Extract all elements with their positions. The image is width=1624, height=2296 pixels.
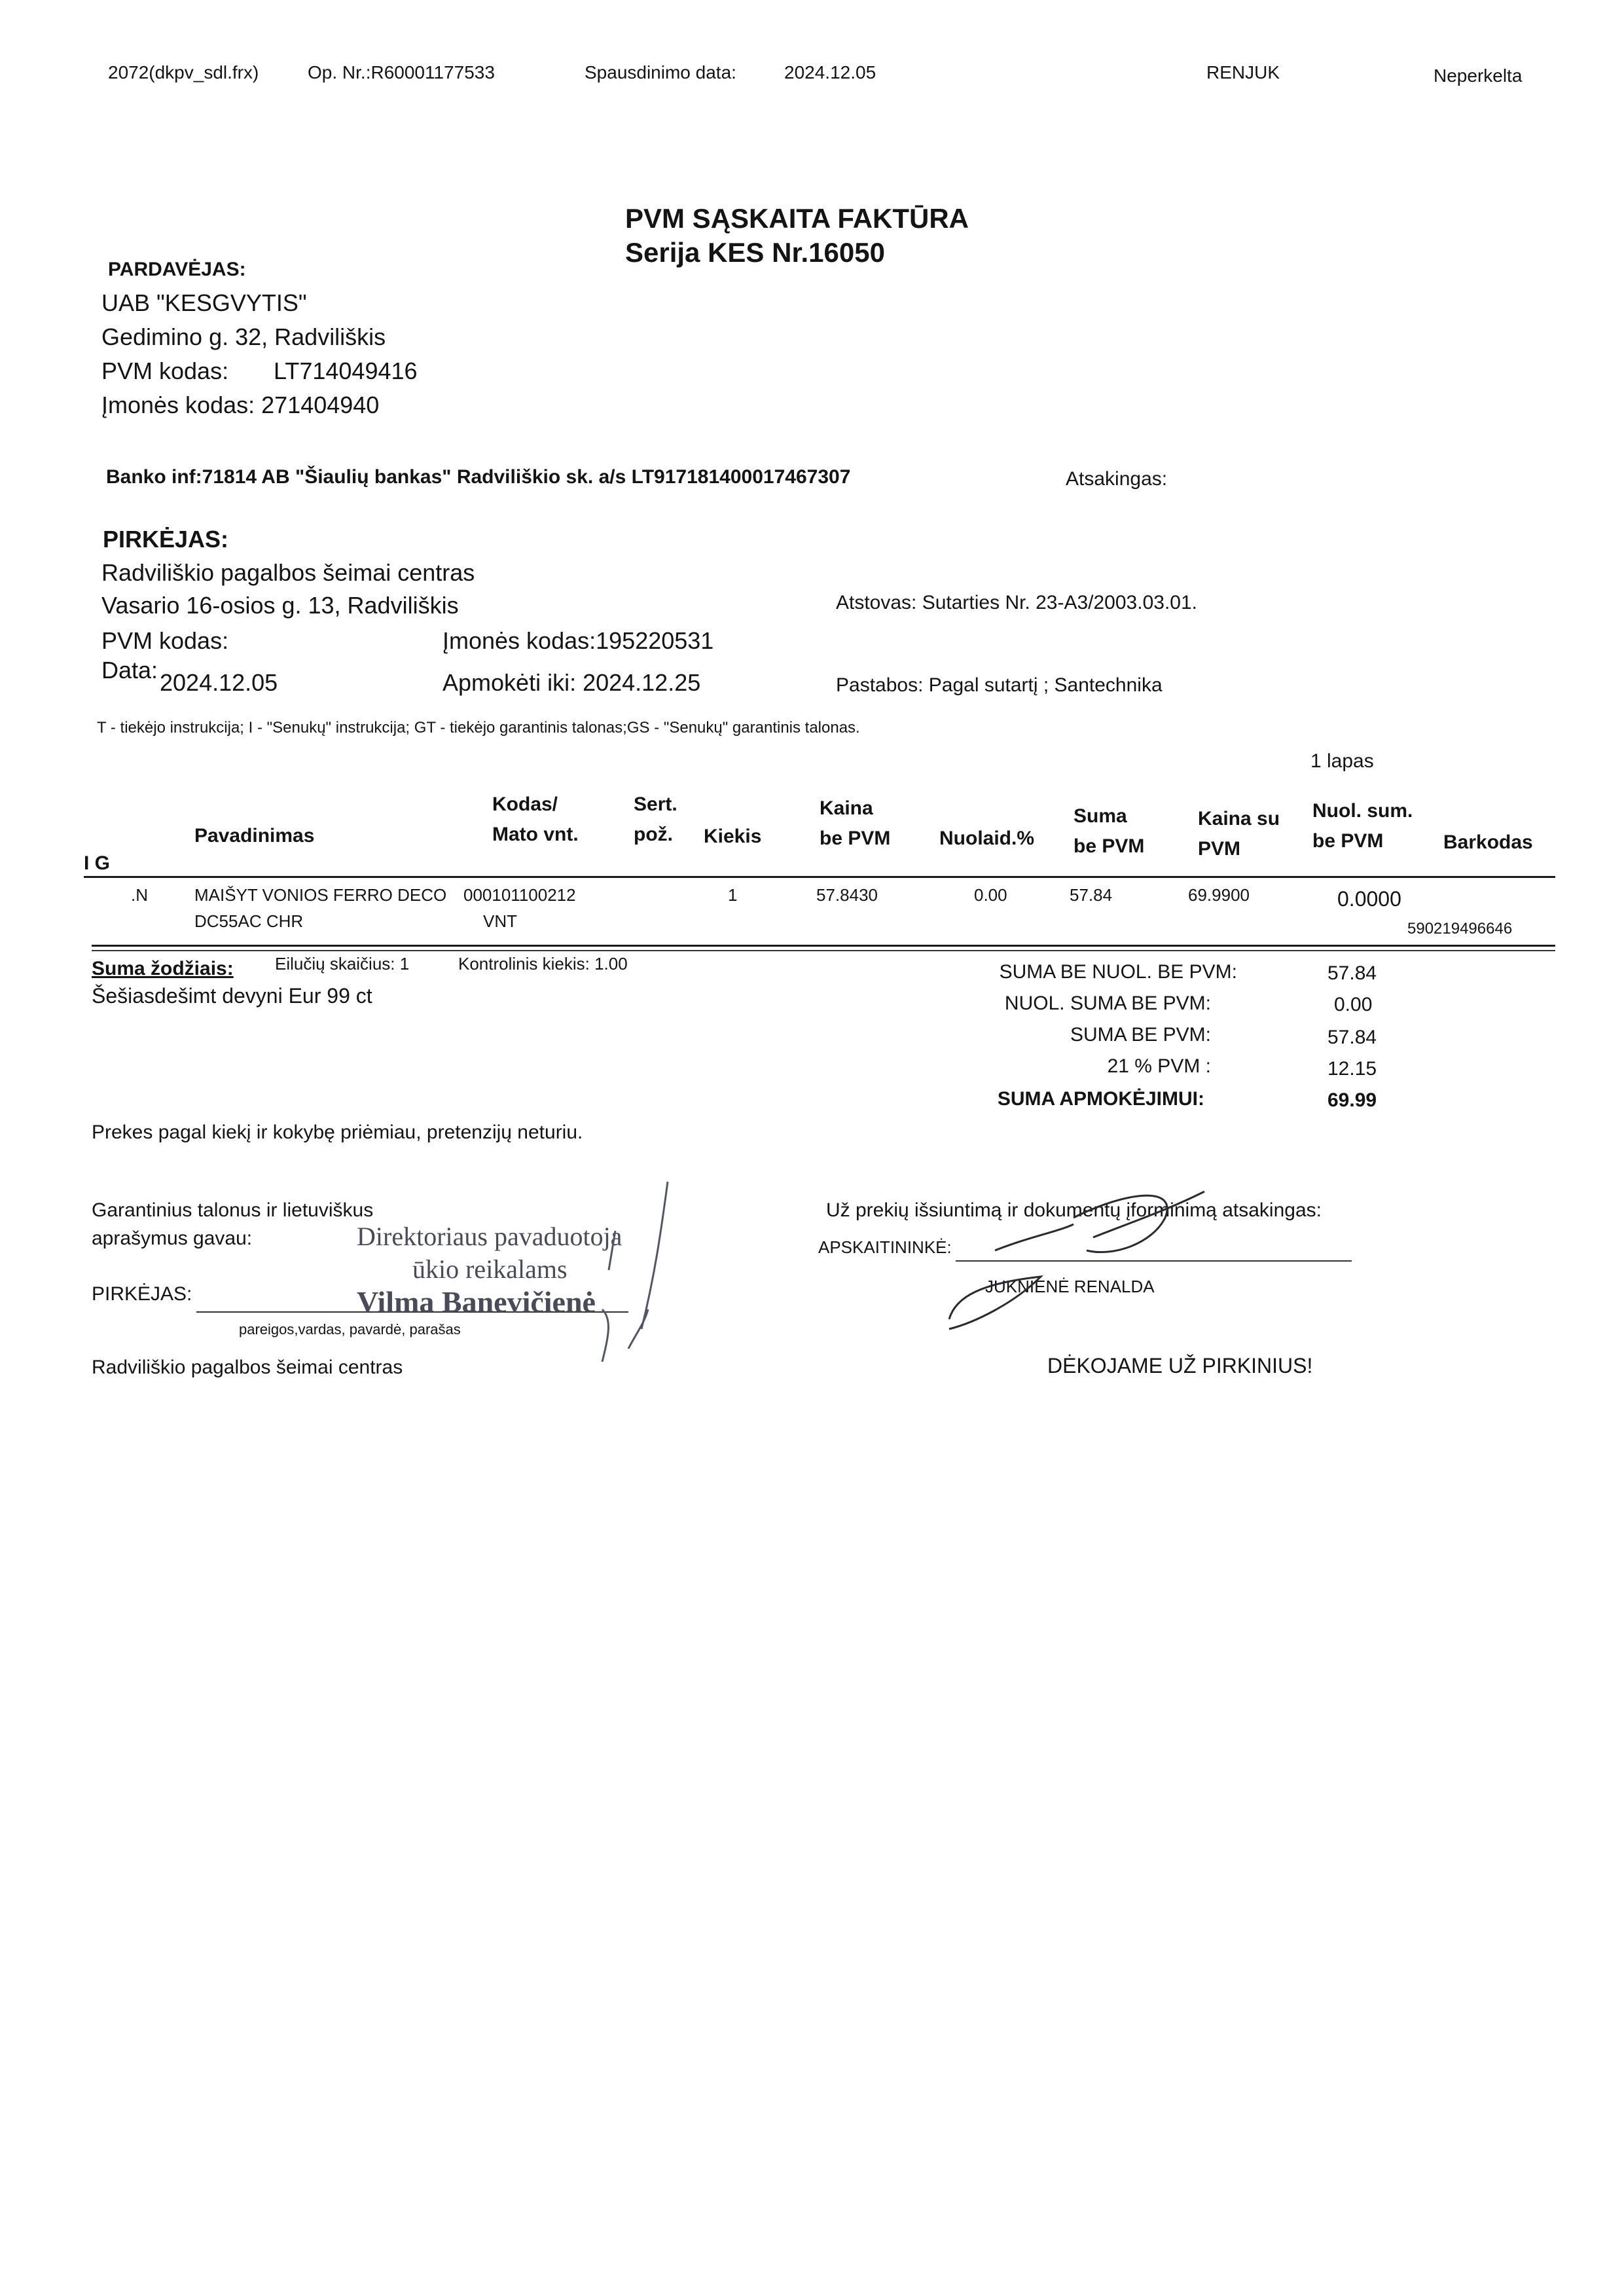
row-unit: VNT — [483, 911, 517, 931]
buyer-vat-label: PVM kodas: — [101, 627, 229, 654]
header-divider — [84, 876, 1555, 878]
col-quantity: Kiekis — [704, 826, 762, 847]
col-price-vat-line2: PVM — [1198, 838, 1241, 860]
col-discount-sum-line2: be PVM — [1312, 830, 1384, 852]
col-price-vat-line1: Kaina su — [1198, 808, 1280, 829]
print-date: 2024.12.05 — [784, 62, 876, 82]
row-discount-sum: 0.0000 — [1337, 887, 1401, 911]
bank-info: Banko inf:71814 AB "Šiaulių bankas" Radviliškio sk. a/s LT917181400017467307 — [106, 466, 851, 488]
invoice-title: PVM SĄSKAITA FAKTŪRA — [625, 203, 969, 234]
warranty-text-line2: aprašymus gavau: — [92, 1228, 253, 1249]
row-name-line2: DC55AC CHR — [194, 911, 304, 931]
sum-words-label: Suma žodžiais: — [92, 958, 234, 979]
total-label-net: SUMA BE PVM: — [1070, 1024, 1211, 1046]
col-price-line1: Kaina — [820, 797, 873, 819]
accountant-signature-icon — [929, 1178, 1296, 1349]
buyer-name-footer: Radviliškio pagalbos šeimai centras — [92, 1357, 403, 1378]
row-discount: 0.00 — [974, 885, 1007, 905]
seller-name: UAB "KESGVYTIS" — [101, 289, 307, 316]
document-legend: T - tiekėjo instrukcija; I - "Senukų" instrukcija; GT - tiekėjo garantinis talonas;GS - "Senukų" garantinis talonas. — [97, 719, 860, 737]
col-barcode: Barkodas — [1443, 831, 1533, 853]
buyer-signature-icon — [563, 1178, 681, 1375]
row-flag: .N — [131, 885, 148, 905]
col-ig: I G — [84, 852, 111, 874]
page-count: 1 lapas — [1310, 750, 1374, 772]
seller-label: PARDAVĖJAS: — [108, 259, 246, 280]
grand-total-label: SUMA APMOKĖJIMUI: — [997, 1088, 1204, 1110]
grand-total-value: 69.99 — [1327, 1089, 1377, 1111]
total-value-net: 57.84 — [1327, 1027, 1377, 1048]
col-sum-line2: be PVM — [1074, 835, 1145, 857]
responsible-label: Atsakingas: — [1066, 468, 1168, 490]
invoice-date: 2024.12.05 — [160, 669, 278, 696]
row-barcode: 590219496646 — [1407, 920, 1513, 938]
row-code: 000101100212 — [463, 885, 576, 905]
notes: Pastabos: Pagal sutartį ; Santechnika — [836, 674, 1163, 696]
acceptance-statement: Prekes pagal kiekį ir kokybę priėmiau, pretenzijų neturiu. — [92, 1121, 583, 1143]
transfer-status: Neperkelta — [1434, 65, 1523, 86]
sign-caption: pareigos,vardas, pavardė, parašas — [239, 1321, 461, 1338]
col-cert-line2: pož. — [634, 824, 673, 845]
total-label-discount: NUOL. SUMA BE PVM: — [1004, 993, 1211, 1014]
thank-you-message: DĖKOJAME UŽ PIRKINIUS! — [1047, 1354, 1313, 1377]
total-label-vat: 21 % PVM : — [1107, 1055, 1211, 1077]
col-discount: Nuolaid.% — [939, 828, 1035, 849]
col-code-line2: Mato vnt. — [492, 824, 579, 845]
row-price: 57.8430 — [816, 885, 878, 905]
total-value-before-discount: 57.84 — [1327, 962, 1377, 984]
buyer-name: Radviliškio pagalbos šeimai centras — [101, 559, 475, 586]
form-id: 2072(dkpv_sdl.frx) — [108, 62, 259, 82]
col-code-line1: Kodas/ — [492, 793, 558, 815]
row-divider-lower — [92, 950, 1555, 951]
warranty-text-line1: Garantinius talonus ir lietuviškus — [92, 1199, 374, 1221]
stamp-position: Direktoriaus pavaduotoja — [357, 1222, 623, 1251]
stamp-person-name: Vilma Banevičienė — [357, 1285, 596, 1319]
issue-responsible: Už prekių išsiuntimą ir dokumentų įforminimą atsakingas: — [826, 1199, 1322, 1221]
seller-vat-label: PVM kodas: — [101, 357, 229, 384]
col-price-line2: be PVM — [820, 828, 891, 849]
buyer-company-code: Įmonės kodas:195220531 — [442, 627, 714, 654]
operation-number: Op. Nr.:R60001177533 — [308, 62, 495, 82]
sum-in-words: Šešiasdešimt devyni Eur 99 ct — [92, 984, 372, 1008]
col-discount-sum-line1: Nuol. sum. — [1312, 800, 1413, 822]
total-value-vat: 12.15 — [1327, 1058, 1377, 1080]
user-code: RENJUK — [1206, 62, 1280, 82]
row-divider-upper — [92, 945, 1555, 947]
stamp-department: ūkio reikalams — [412, 1254, 568, 1284]
total-value-discount: 0.00 — [1334, 994, 1373, 1015]
col-cert-line1: Sert. — [634, 793, 677, 815]
buyer-label: PIRKĖJAS: — [103, 526, 229, 553]
seller-vat: LT714049416 — [274, 357, 418, 384]
seller-company-code: Įmonės kodas: 271404940 — [101, 392, 380, 418]
date-label: Data: — [101, 657, 158, 683]
total-label-before-discount: SUMA BE NUOL. BE PVM: — [999, 961, 1237, 983]
row-price-vat: 69.9900 — [1188, 885, 1250, 905]
print-date-label: Spausdinimo data: — [585, 62, 736, 82]
accountant-name: JUKNIENĖ RENALDA — [985, 1277, 1155, 1296]
seller-address: Gedimino g. 32, Radviliškis — [101, 323, 386, 350]
buyer-address: Vasario 16-osios g. 13, Radviliškis — [101, 592, 459, 619]
invoice-series: Serija KES Nr.16050 — [625, 237, 885, 268]
row-sum: 57.84 — [1070, 885, 1113, 905]
row-count: Eilučių skaičius: 1 — [275, 954, 410, 974]
col-name: Pavadinimas — [194, 825, 315, 847]
due-date: Apmokėti iki: 2024.12.25 — [442, 669, 701, 696]
representative: Atstovas: Sutarties Nr. 23-A3/2003.03.01. — [836, 592, 1197, 613]
buyer-sign-label: PIRKĖJAS: — [92, 1283, 192, 1305]
row-quantity: 1 — [728, 885, 738, 905]
col-sum-line1: Suma — [1074, 805, 1127, 827]
control-quantity: Kontrolinis kiekis: 1.00 — [458, 954, 628, 974]
accountant-label: APSKAITININKĖ: — [818, 1237, 952, 1257]
row-name-line1: MAIŠYT VONIOS FERRO DECO — [194, 885, 447, 905]
